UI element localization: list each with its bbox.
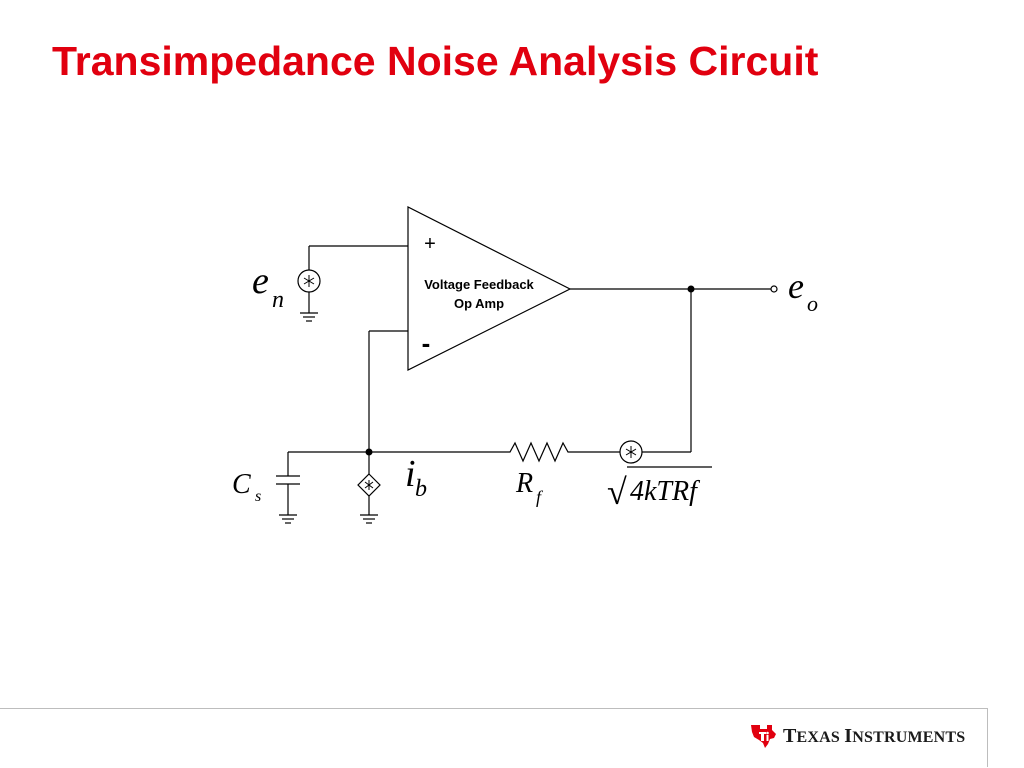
eo-label: e: [788, 266, 804, 306]
inverting-junction-dot: [366, 449, 373, 456]
opamp-label-line2: Op Amp: [453, 296, 505, 311]
rf-label: R: [516, 468, 534, 499]
plus-sign: +: [424, 233, 436, 255]
ib-label: i: [405, 453, 416, 495]
texas-instruments-wordmark: TEXAS INSTRUMENTS: [783, 725, 966, 747]
output-terminal: [771, 286, 777, 292]
thermal-asterisk-icon: [626, 446, 636, 458]
ib-label-sub: b: [415, 476, 427, 502]
thermal-noise-expression: 4kTRf: [630, 476, 697, 507]
eo-label-sub: o: [807, 291, 818, 316]
minus-sign: -: [421, 328, 431, 358]
sqrt-sign: √: [607, 472, 627, 512]
cs-label: C: [232, 469, 251, 500]
ib-asterisk-icon: [365, 480, 373, 490]
slide-title: Transimpedance Noise Analysis Circuit: [52, 38, 819, 84]
en-label: e: [252, 260, 269, 302]
opamp-label-line1: Voltage Feedback: [424, 277, 534, 292]
en-label-sub: n: [272, 287, 284, 313]
rf-resistor: [490, 443, 590, 461]
cs-label-sub: s: [255, 488, 262, 505]
en-asterisk-icon: [304, 275, 314, 287]
texas-instruments-logo-icon: [748, 722, 778, 750]
rf-label-sub: f: [536, 487, 542, 507]
output-junction-dot: [688, 286, 695, 293]
